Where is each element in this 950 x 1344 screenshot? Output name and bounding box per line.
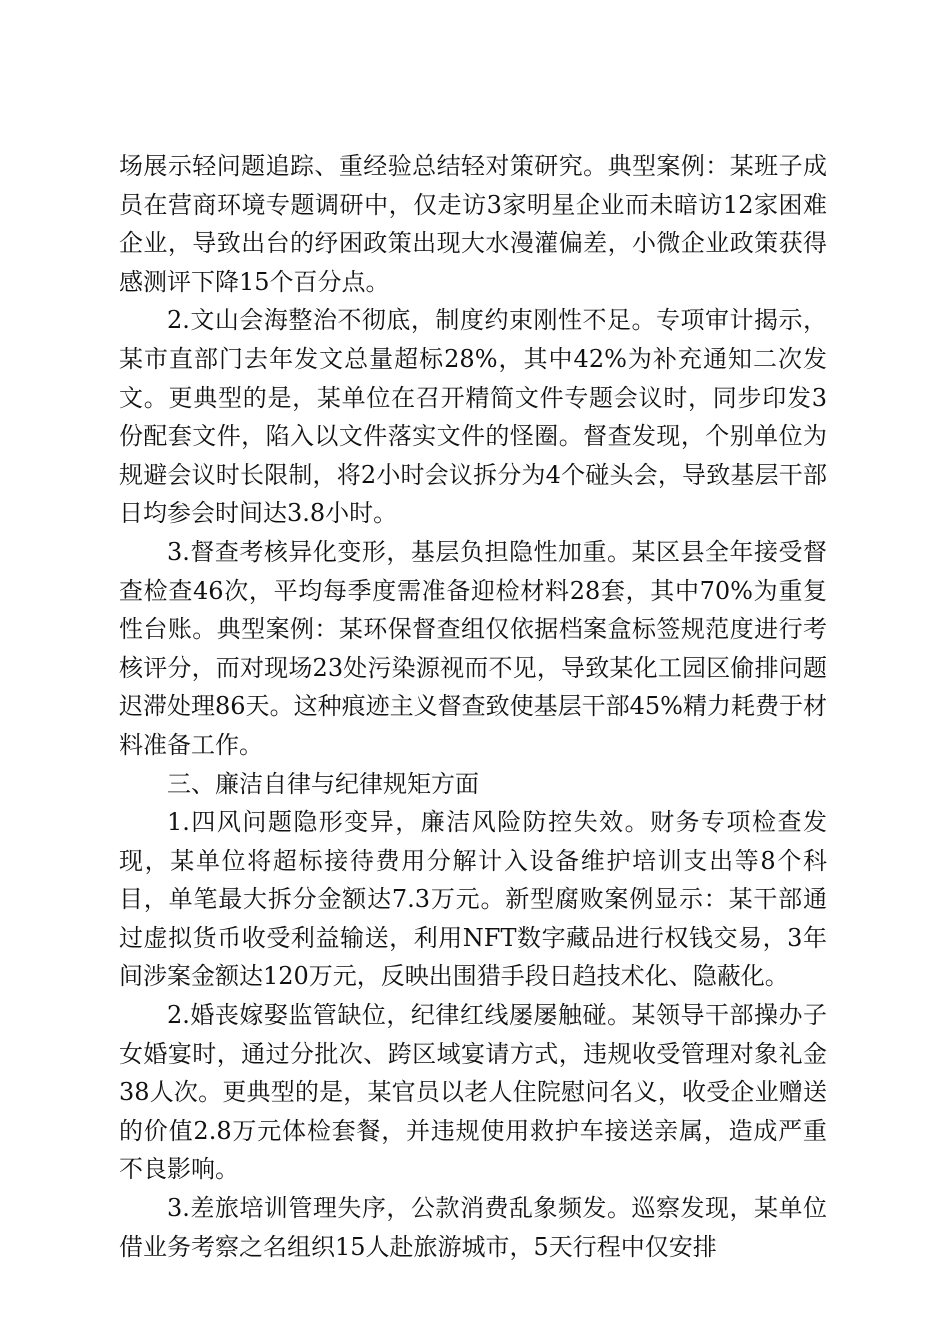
paragraph-item-3: 3.督查考核异化变形，基层负担隐性加重。某区县全年接受督查检查46次，平均每季度需准备迎检材料28套，其中70%为重复性台账。典型案例：某环保督查组仅依据档案盒标签规范度进行考核评分，而对现场23处污染源视而不见，导致某化工园区偷排问题迟滞处理86天。这种痕迹主义督查致使基层干部45%精力耗费于材料准备工作。: [119, 537, 827, 759]
section-paragraph-3: 3.差旅培训管理失序，公款消费乱象频发。巡察发现，某单位借业务考察之名组织15人赴旅游城市，5天行程中仅安排: [119, 1194, 827, 1261]
section-heading: 三、廉洁自律与纪律规矩方面: [167, 769, 479, 798]
section-paragraph-2: 2.婚丧嫁娶监管缺位，纪律红线屡屡触碰。某领导干部操办子女婚宴时，通过分批次、跨区域宴请方式，违规收受管理对象礼金38人次。更典型的是，某官员以老人住院慰问名义，收受企业赠送的价值2.8万元体检套餐，并违规使用救护车接送亲属，造成严重不良影响。: [119, 1001, 827, 1184]
document-page: [119, 147, 827, 1266]
paragraph-item-2: 2.文山会海整治不彻底，制度约束刚性不足。专项审计揭示，某市直部门去年发文总量超标28%，其中42%为补充通知二次发文。更典型的是，某单位在召开精简文件专题会议时，同步印发3份配套文件，陷入以文件落实文件的怪圈。督查发现，个别单位为规避会议时长限制，将2小时会议拆分为4个碰头会，导致基层干部日均参会时间达3.8小时。: [119, 306, 827, 528]
paragraph-continuation: 场展示轻问题追踪、重经验总结轻对策研究。典型案例：某班子成员在营商环境专题调研中，仅走访3家明星企业而未暗访12家困难企业，导致出台的纾困政策出现大水漫灌偏差，小微企业政策获得感测评下降15个百分点。: [119, 152, 827, 296]
section-paragraph-1: 1.四风问题隐形变异，廉洁风险防控失效。财务专项检查发现，某单位将超标接待费用分解计入设备维护培训支出等8个科目，单笔最大拆分金额达7.3万元。新型腐败案例显示：某干部通过虚拟货币收受利益输送，利用NFT数字藏品进行权钱交易，3年间涉案金额达120万元，反映出围猎手段日趋技术化、隐蔽化。: [119, 808, 827, 991]
